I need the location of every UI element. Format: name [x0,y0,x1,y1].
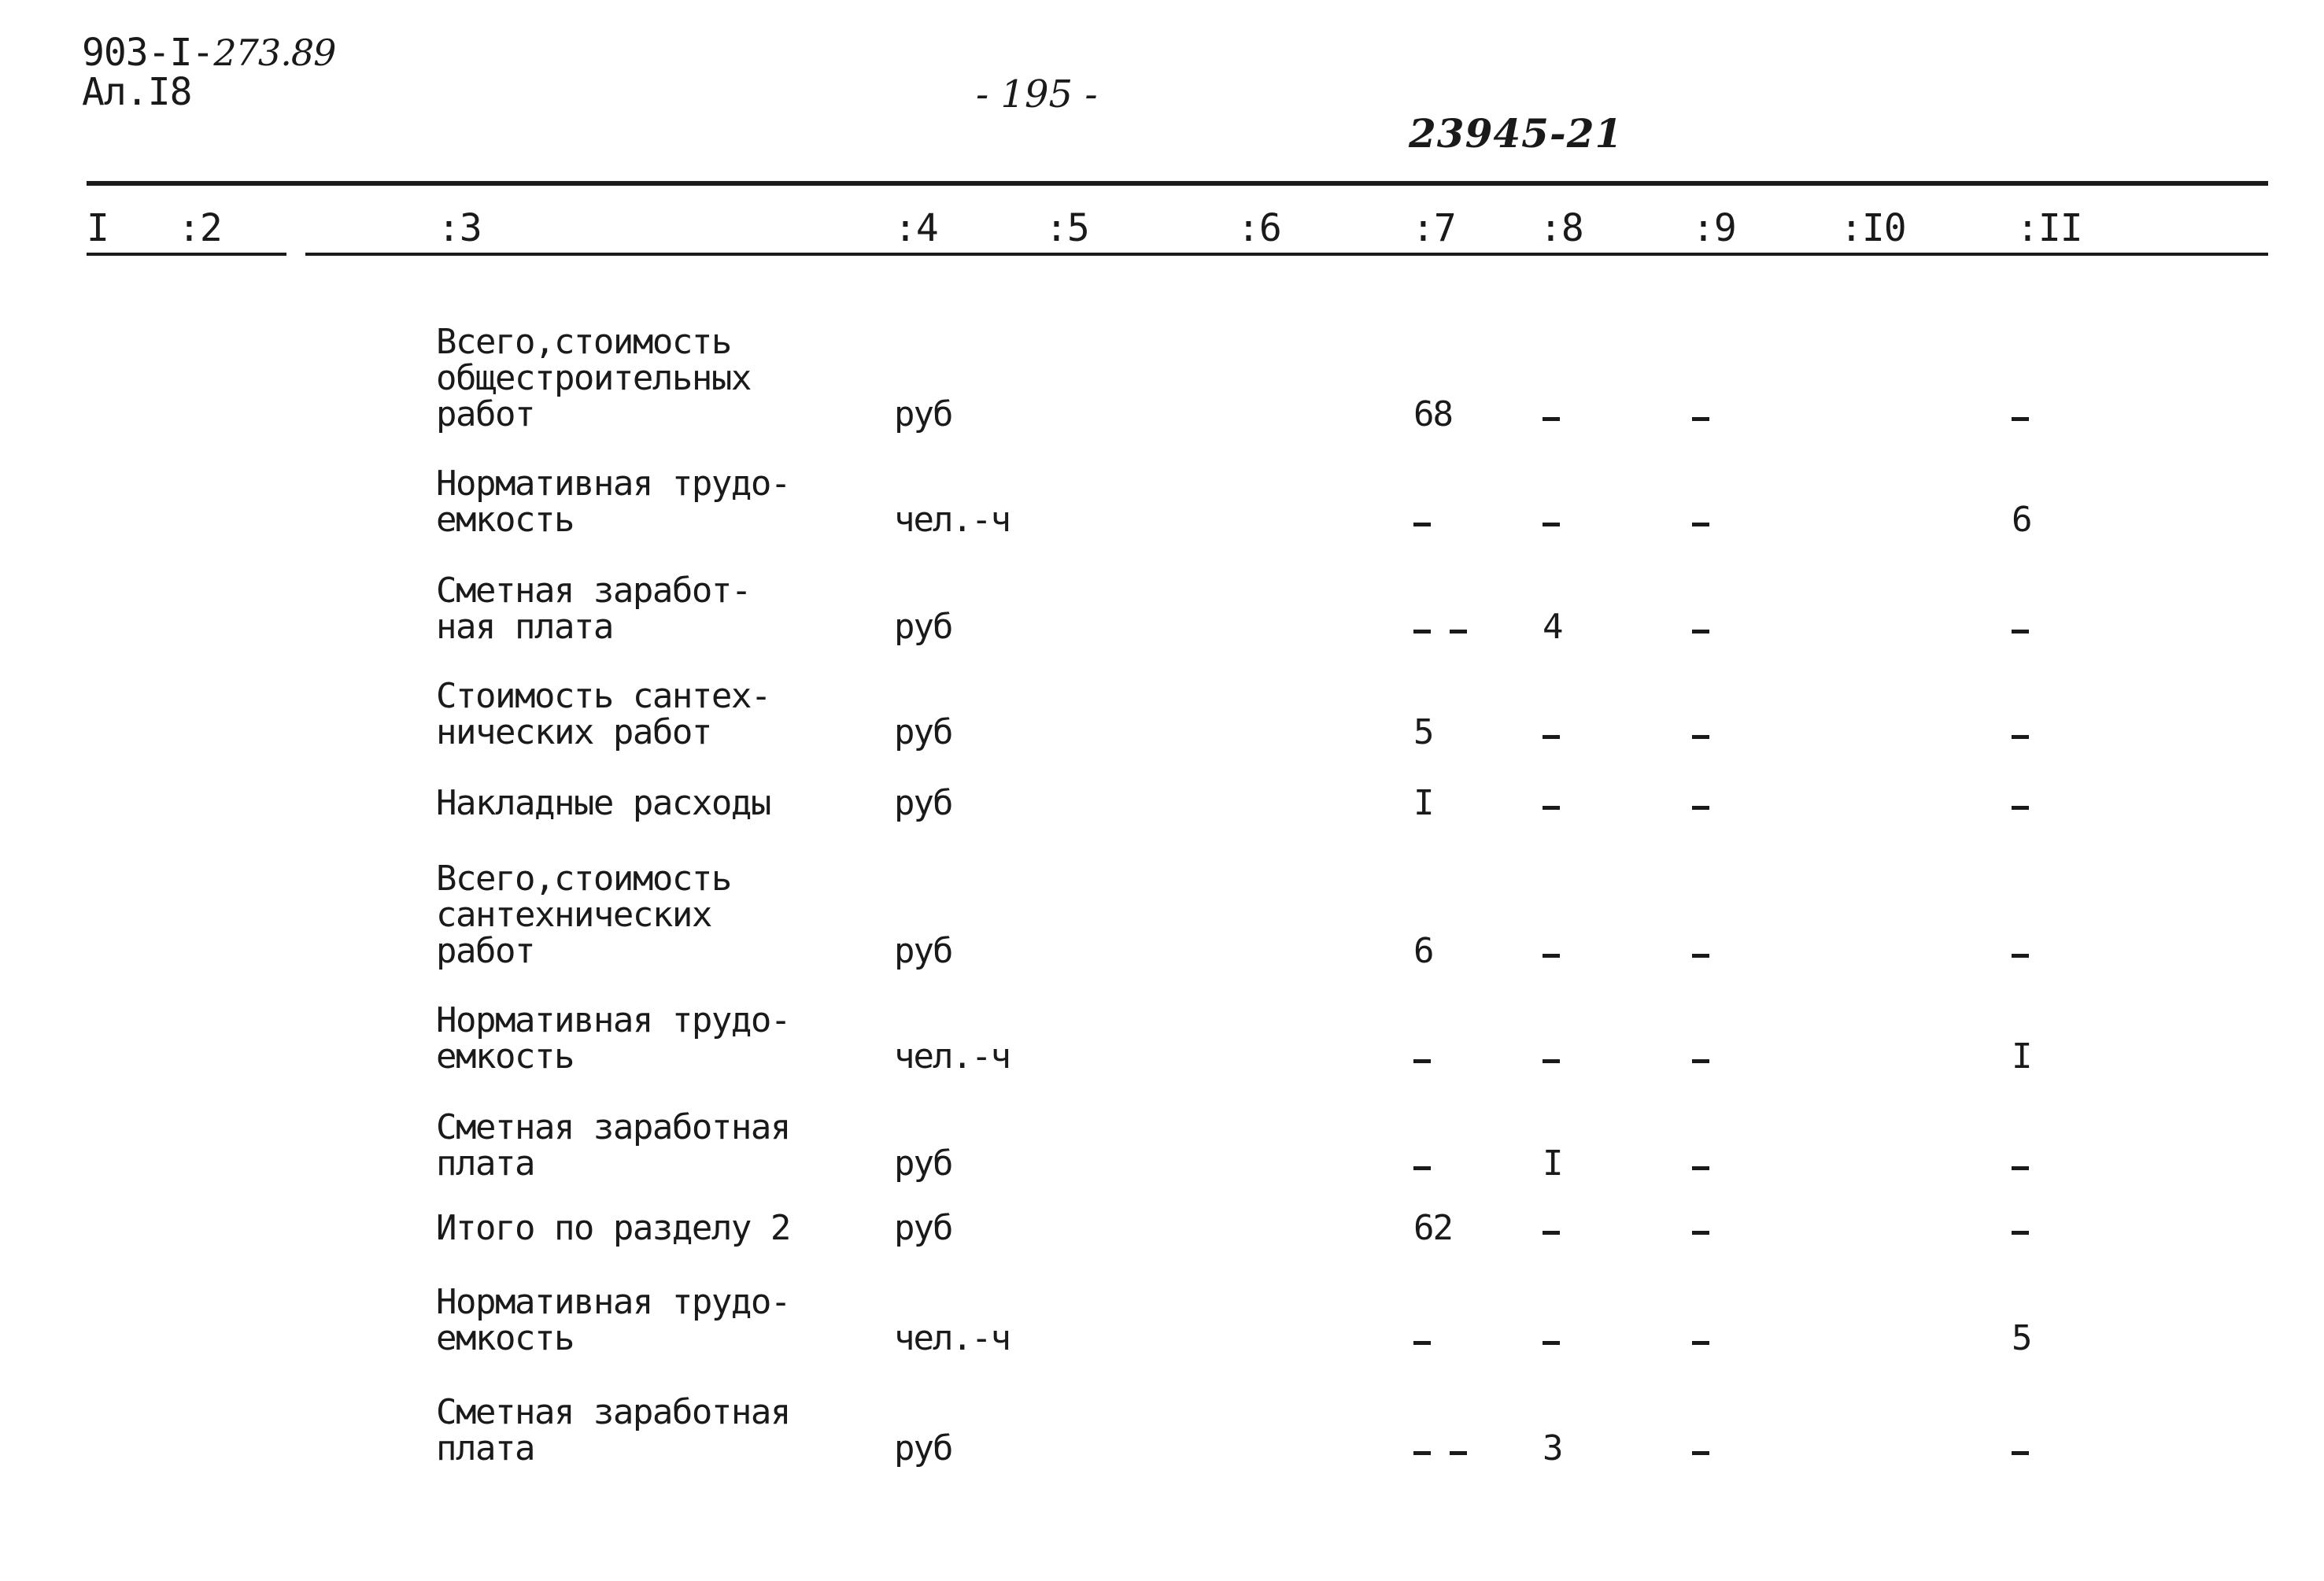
dash-mark [1692,417,1709,421]
dash-mark [1543,806,1560,810]
cell-col-8: I [1543,1143,1562,1184]
dash-mark [2012,1166,2029,1170]
dash-mark [2012,806,2029,810]
cell-col-7 [1413,1146,1450,1182]
cell-col-11: I [2012,1036,2031,1077]
cell-col-8 [1543,785,1579,822]
cell-col-8 [1543,933,1579,970]
dash-mark [1450,630,1467,634]
cell-col-7: 68 [1413,394,1452,434]
dash-mark [1692,1341,1709,1345]
cell-col-7: 5 [1413,712,1433,752]
dash-mark [1543,523,1560,526]
dash-mark [1413,523,1431,526]
cell-col-11 [2012,609,2048,645]
row-unit: чел.-ч [894,1318,1010,1358]
cell-col-11 [2012,1431,2048,1467]
dash-mark [2012,630,2029,634]
column-header-5: :5 [1045,206,1089,250]
row-unit: руб [894,783,952,823]
column-header-3: :3 [438,206,482,250]
cell-col-11: 6 [2012,500,2031,540]
dash-mark [1413,630,1431,634]
row-unit: руб [894,1143,952,1184]
cell-col-8 [1543,1210,1579,1247]
cell-col-7: I [1413,783,1433,823]
column-underline-1-2 [87,253,286,256]
cell-col-11 [2012,785,2048,822]
column-header-11: :II [2016,206,2082,250]
column-header-8: :8 [1539,206,1583,250]
cell-col-11 [2012,715,2048,751]
dash-mark [1543,1231,1560,1235]
dash-mark [1413,1451,1431,1455]
cell-col-7 [1413,1431,1486,1467]
cell-col-9 [1692,1431,1728,1467]
dash-mark [1543,1341,1560,1345]
row-unit: руб [894,1428,952,1468]
cell-col-8: 3 [1543,1428,1562,1468]
row-unit: руб [894,607,952,647]
cell-col-9 [1692,933,1728,970]
row-description: Сметная заработ- ная плата [436,571,751,647]
cell-col-11 [2012,1210,2048,1247]
document-code-prefix: 903-I- [82,31,214,75]
cell-col-7 [1413,502,1450,538]
dash-mark [2012,735,2029,739]
cell-col-7 [1413,609,1486,645]
cell-col-9 [1692,609,1728,645]
row-unit: руб [894,394,952,434]
column-header-9: :9 [1692,206,1736,250]
dash-mark [1692,1059,1709,1063]
row-description: Стоимость сантех- нических работ [436,676,770,752]
dash-mark [1543,1059,1560,1063]
dash-mark [1692,1451,1709,1455]
row-unit: руб [894,712,952,752]
cell-col-7 [1413,1039,1450,1075]
cell-col-11: 5 [2012,1318,2031,1358]
document-code [82,31,336,75]
row-unit: чел.-ч [894,1036,1010,1077]
page-number: - 195 - [976,72,1098,116]
cell-col-9 [1692,502,1728,538]
cell-col-9 [1692,715,1728,751]
column-header-2: :2 [178,206,222,250]
column-underline-main [305,253,2268,256]
cell-col-8 [1543,1039,1579,1075]
row-description: Сметная заработная плата [436,1107,790,1184]
dash-mark [2012,417,2029,421]
row-description: Всего,стоимость общестроительных работ [436,322,751,434]
row-description: Нормативная трудо- емкость [436,1282,790,1358]
row-description: Сметная заработная плата [436,1392,790,1468]
cell-col-7: 6 [1413,931,1433,971]
cell-col-11 [2012,1146,2048,1182]
cell-col-9 [1692,1210,1728,1247]
row-description: Итого по разделу 2 [436,1208,790,1248]
cell-col-11 [2012,397,2048,433]
dash-mark [1543,417,1560,421]
dash-mark [1692,954,1709,958]
column-header-4: :4 [894,206,938,250]
sheet-label: Ал.I8 [82,70,192,114]
dash-mark [1413,1166,1431,1170]
cell-col-8 [1543,1321,1579,1357]
cell-col-9 [1692,1321,1728,1357]
dash-mark [2012,1451,2029,1455]
cell-col-11 [2012,933,2048,970]
archive-stamp: 23945-21 [1409,110,1624,157]
row-description: Нормативная трудо- емкость [436,464,790,540]
cell-col-8 [1543,397,1579,433]
dash-mark [1413,1059,1431,1063]
cell-col-9 [1692,397,1728,433]
cell-col-9 [1692,1146,1728,1182]
dash-mark [1413,1341,1431,1345]
dash-mark [1692,523,1709,526]
dash-mark [2012,954,2029,958]
row-description: Всего,стоимость сантехнических работ [436,859,731,971]
column-header-7: :7 [1412,206,1456,250]
dash-mark [1692,630,1709,634]
row-unit: чел.-ч [894,500,1010,540]
dash-mark [1692,735,1709,739]
cell-col-8: 4 [1543,607,1562,647]
cell-col-9 [1692,1039,1728,1075]
dash-mark [1692,806,1709,810]
row-description: Накладные расходы [436,783,770,823]
dash-mark [1543,954,1560,958]
cell-col-7 [1413,1321,1450,1357]
dash-mark [2012,1231,2029,1235]
row-description: Нормативная трудо- емкость [436,1000,790,1077]
cell-col-7: 62 [1413,1208,1452,1248]
dash-mark [1692,1166,1709,1170]
row-unit: руб [894,931,952,971]
dash-mark [1692,1231,1709,1235]
cell-col-8 [1543,502,1579,538]
cell-col-8 [1543,715,1579,751]
top-rule [87,181,2268,186]
cell-col-9 [1692,785,1728,822]
document-code-suffix: 273.89 [213,31,336,74]
row-unit: руб [894,1208,952,1248]
column-header-10: :I0 [1840,206,1906,250]
dash-mark [1450,1451,1467,1455]
column-header-6: :6 [1237,206,1281,250]
column-header-1: I [87,206,109,250]
dash-mark [1543,735,1560,739]
